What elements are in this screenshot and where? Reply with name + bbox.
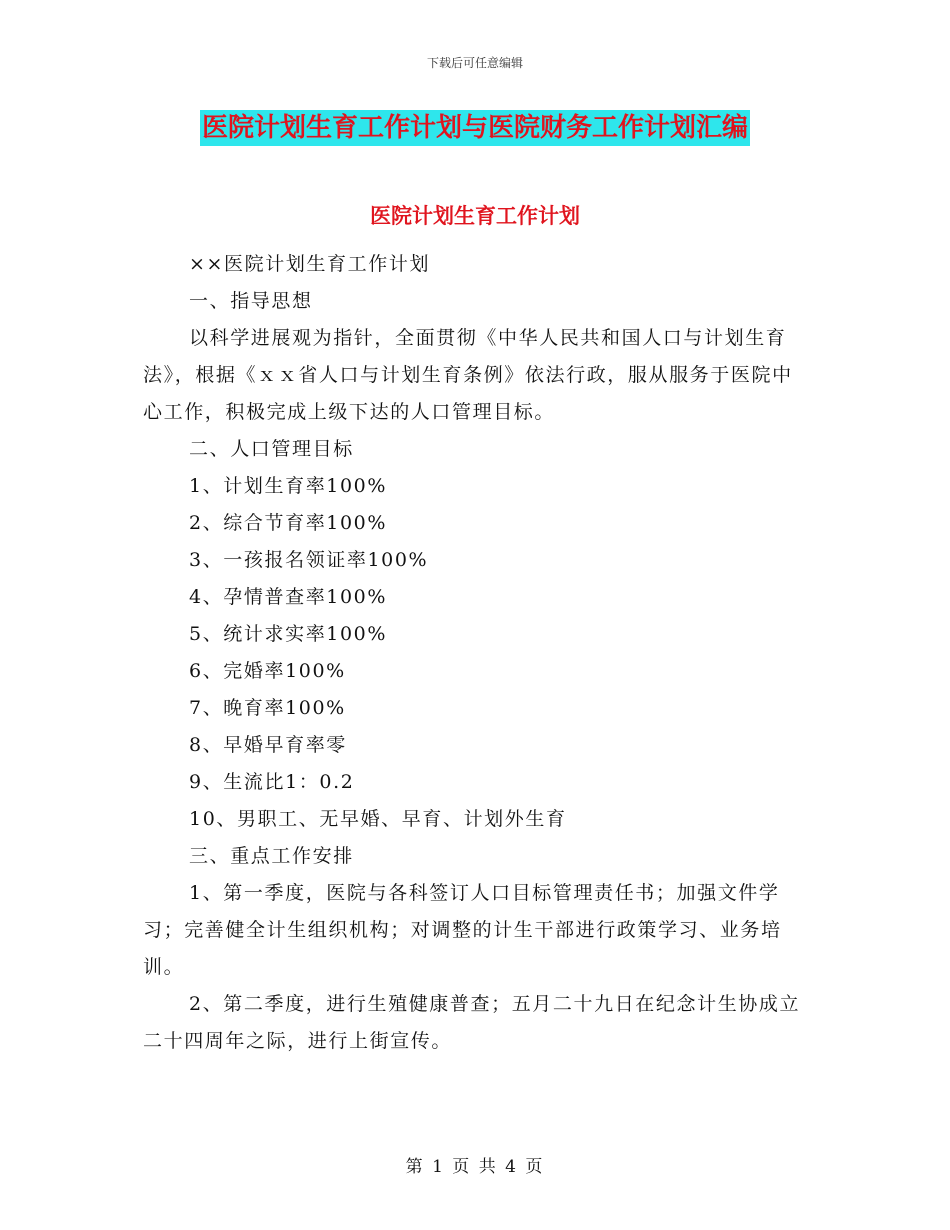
- main-title: 医院计划生育工作计划与医院财务工作计划汇编: [200, 110, 750, 146]
- page-number-footer: 第 1 页 共 4 页: [405, 1157, 545, 1177]
- list-item: 7、晚育率100%: [189, 697, 346, 719]
- list-item: 3、一孩报名领证率100%: [189, 549, 429, 571]
- header-note: 下载后可任意编辑: [426, 56, 523, 70]
- section-title: 医院计划生育工作计划: [370, 204, 580, 228]
- list-item: 9、生流比1：0.2: [189, 771, 355, 793]
- list-item: 4、孕情普查率100%: [189, 586, 388, 608]
- paragraph: 1、第一季度，医院与各科签订人口目标管理责任书；加强文件学习；完善健全计生组织机构；对调整的计生干部进行政策学习、业务培训。: [143, 882, 782, 978]
- list-item: 10、男职工、无早婚、早育、计划外生育: [189, 808, 567, 830]
- paragraph: 三、重点工作安排: [189, 845, 354, 867]
- paragraph: 以科学进展观为指针，全面贯彻《中华人民共和国人口与计划生育法》，根据《ｘｘ省人口与计划生育条例》依法行政，服从服务于医院中心工作，积极完成上级下达的人口管理目标。: [143, 327, 793, 423]
- list-item: 2、综合节育率100%: [189, 512, 388, 534]
- paragraph: ××医院计划生育工作计划: [189, 253, 431, 275]
- paragraph: 2、第二季度，进行生殖健康普查；五月二十九日在纪念计生协成立二十四周年之际，进行上街宣传。: [143, 993, 801, 1052]
- list-item: 5、统计求实率100%: [189, 623, 388, 645]
- main-title-container: [0, 110, 950, 146]
- paragraph: 一、指导思想: [189, 290, 313, 312]
- paragraph: 二、人口管理目标: [189, 438, 354, 460]
- list-item: 8、早婚早育率零: [189, 734, 347, 756]
- list-item: 6、完婚率100%: [189, 660, 346, 682]
- list-item: 1、计划生育率100%: [189, 475, 388, 497]
- body-text: [143, 246, 811, 1060]
